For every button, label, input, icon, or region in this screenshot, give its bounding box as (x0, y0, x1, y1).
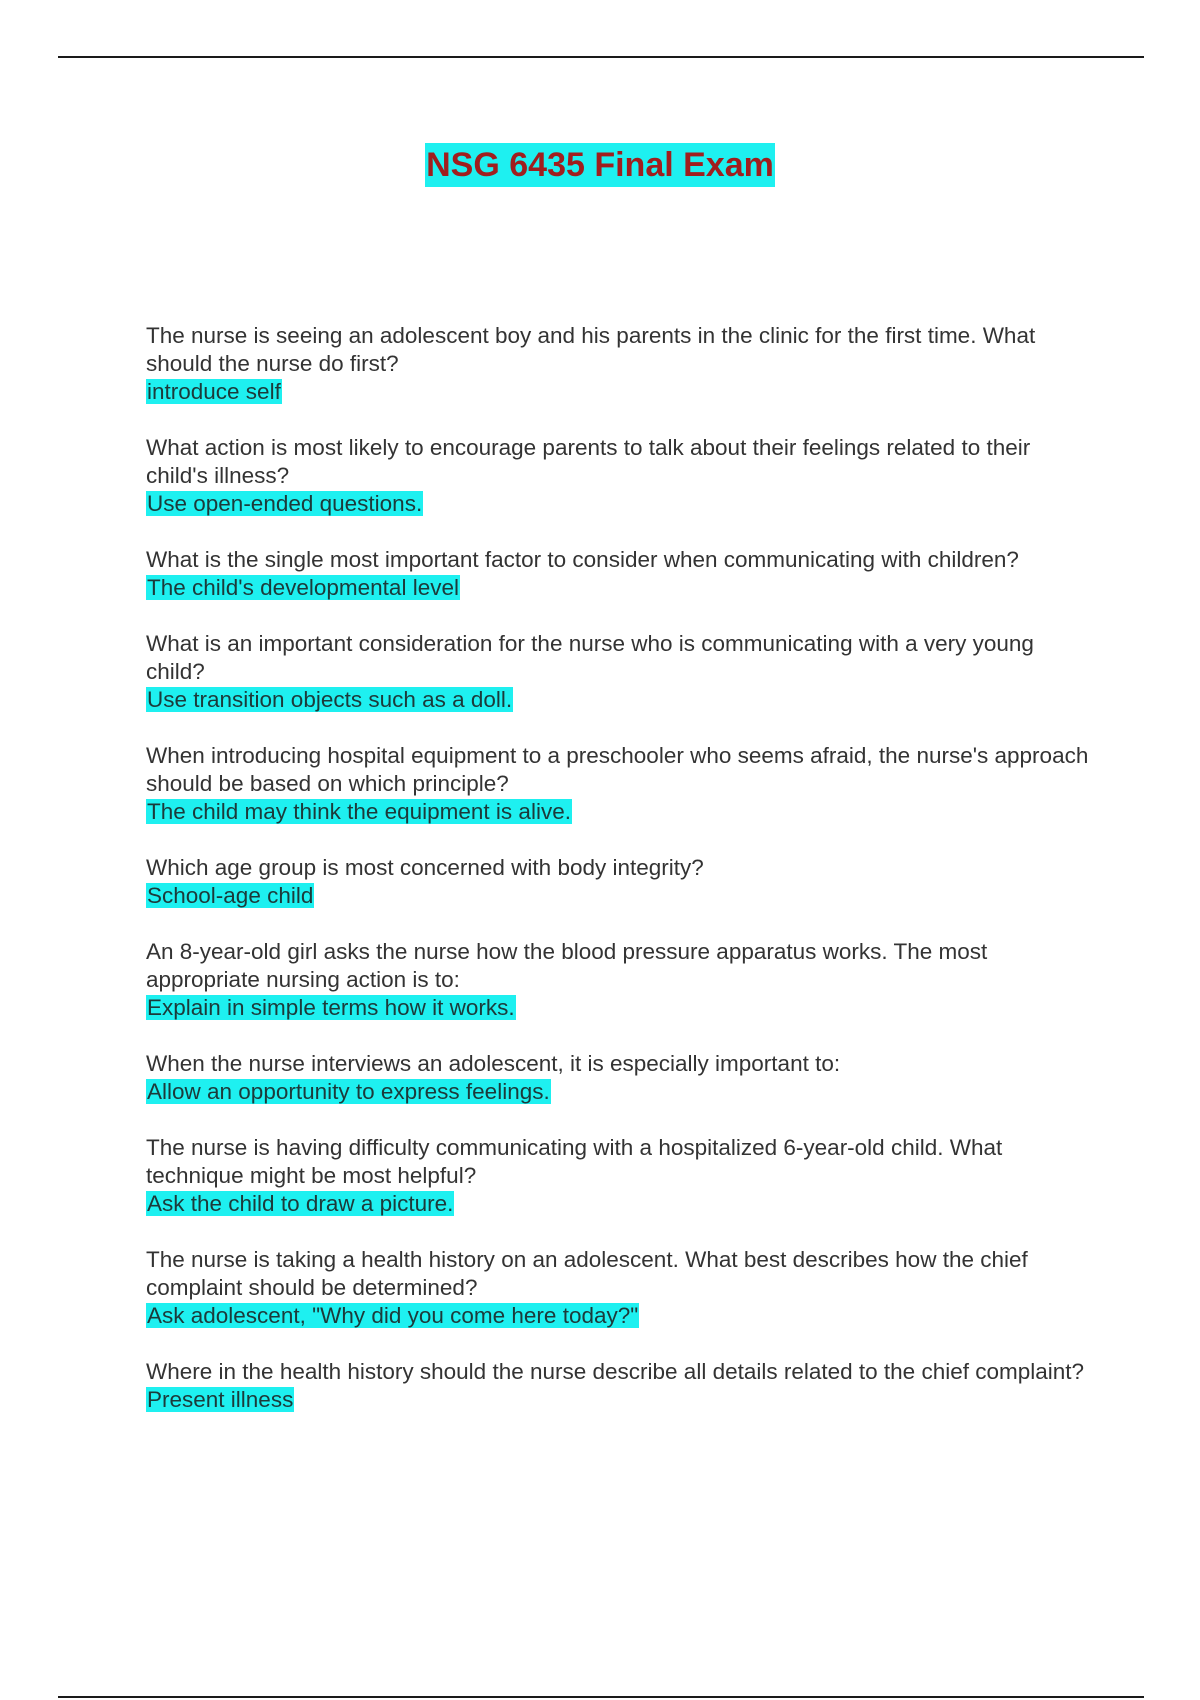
question-text: When introducing hospital equipment to a preschooler who seems afraid, the nurse's approach should be based on which principle? (146, 743, 1089, 796)
answer-text: Explain in simple terms how it works. (147, 995, 515, 1020)
question-list (146, 322, 1096, 1442)
top-rule (58, 56, 1144, 58)
answer-text: Present illness (147, 1387, 294, 1412)
question-text: The nurse is having difficulty communicating with a hospitalized 6-year-old child. What technique might be most helpful? (146, 1135, 1003, 1188)
question-text: What is the single most important factor to consider when communicating with children? (146, 547, 1019, 572)
answer-text: Ask adolescent, "Why did you come here today?" (147, 1303, 639, 1328)
answer-text: The child's developmental level (147, 575, 459, 600)
qa-item-7 (146, 938, 1096, 1022)
question-text: The nurse is taking a health history on an adolescent. What best describes how the chief complaint should be determined? (146, 1247, 1028, 1300)
answer-text: Ask the child to draw a picture. (147, 1191, 454, 1216)
answer-text: Use transition objects such as a doll. (147, 687, 513, 712)
question-text: An 8-year-old girl asks the nurse how the blood pressure apparatus works. The most appropriate nursing action is to: (146, 939, 988, 992)
question-text: What is an important consideration for the nurse who is communicating with a very young child? (146, 631, 1034, 684)
qa-item-8 (146, 1050, 1096, 1106)
qa-item-6 (146, 854, 1096, 910)
answer-text: School-age child (147, 883, 314, 908)
qa-item-5 (146, 742, 1096, 826)
question-text: What action is most likely to encourage parents to talk about their feelings related to their child's illness? (146, 435, 1031, 488)
question-text: Which age group is most concerned with body integrity? (146, 855, 704, 880)
qa-item-10 (146, 1246, 1096, 1330)
qa-item-11 (146, 1358, 1096, 1414)
answer-text: introduce self (147, 379, 281, 404)
qa-item-9 (146, 1134, 1096, 1218)
question-text: Where in the health history should the nurse describe all details related to the chief complaint? (146, 1359, 1085, 1384)
qa-item-4 (146, 630, 1096, 714)
bottom-rule (58, 1696, 1144, 1698)
answer-text: The child may think the equipment is alive. (147, 799, 571, 824)
answer-text: Use open-ended questions. (147, 491, 423, 516)
question-text: When the nurse interviews an adolescent, it is especially important to: (146, 1051, 841, 1076)
question-text: The nurse is seeing an adolescent boy and his parents in the clinic for the first time. What should the nurse do first? (146, 323, 1036, 376)
qa-item-1 (146, 322, 1096, 406)
qa-item-3 (146, 546, 1096, 602)
answer-text: Allow an opportunity to express feelings. (147, 1079, 550, 1104)
qa-item-2 (146, 434, 1096, 518)
title-container (0, 143, 1200, 187)
page-title: NSG 6435 Final Exam (425, 143, 775, 187)
